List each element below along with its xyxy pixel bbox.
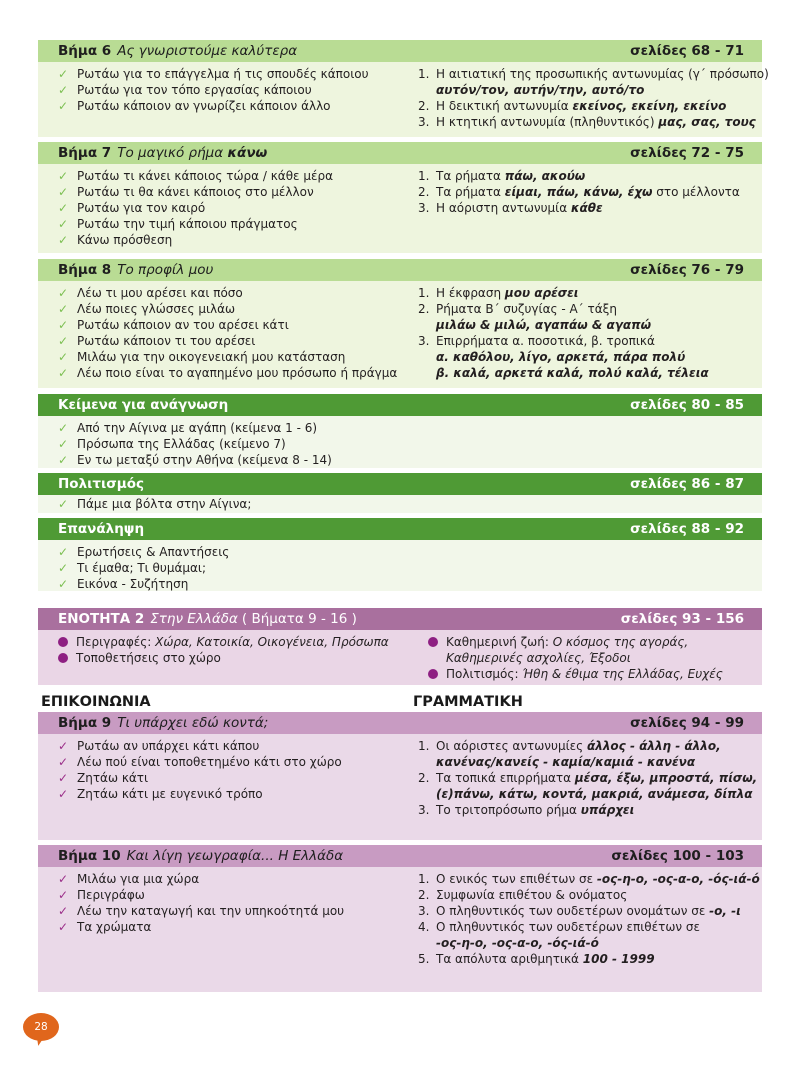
page-range: σελίδες 68 - 71 — [630, 43, 744, 59]
check-icon: ✓ — [58, 453, 69, 467]
list-item: 2. Η δεικτική αντωνυμία εκείνος, εκείνη, εκείνο — [418, 99, 727, 113]
list-item: ✓ Ζητάω κάτι — [58, 771, 149, 785]
check-icon: ✓ — [58, 99, 69, 113]
list-item: ✓ Ερωτήσεις & Απαντήσεις — [58, 545, 230, 559]
culture-section — [38, 473, 762, 513]
step-8-section — [38, 259, 762, 388]
table-of-contents — [38, 40, 769, 992]
check-icon: ✓ — [58, 437, 69, 451]
grammar-heading: ΓΡΑΜΜΑΤΙΚΗ — [413, 694, 523, 710]
step-10-section — [38, 845, 762, 992]
grammar-column — [418, 285, 762, 382]
page-number: 28 — [23, 1013, 59, 1041]
list-item: ✓ Λέω την καταγωγή και την υπηκοότητά μου — [58, 904, 345, 918]
list-item: ✓ Ρωτάω κάποιον αν του αρέσει κάτι — [58, 318, 289, 332]
page-range: σελίδες 93 - 156 — [620, 611, 744, 627]
unit-2-header — [38, 608, 762, 630]
step-subtitle: Ας γνωριστούμε καλύτερα — [117, 43, 298, 59]
list-item: 1. Τα ρήματα πάω, ακούω — [418, 169, 586, 183]
step-9-header — [38, 712, 762, 734]
review-header — [38, 518, 762, 540]
list-item: Καθημερινή ζωή: Ο κόσμος της αγοράς, Καθημερινές ασχολίες, Έξοδοι — [428, 634, 728, 666]
list-item: 2. Τα τοπικά επιρρήματα μέσα, έξω, μπροστά, πίσω, (ε)πάνω, κάτω, κοντά, μακριά, ανάμεσα, δίπλα — [418, 771, 758, 801]
step-subtitle: Το προφίλ μου — [117, 262, 214, 278]
section-title: Πολιτισμός — [58, 476, 144, 492]
check-icon: ✓ — [58, 545, 69, 559]
bullet-icon — [428, 637, 438, 647]
list-item: ✓ Από την Αίγινα με αγάπη (κείμενα 1 - 6) — [58, 421, 318, 435]
list-item: 2. Τα ρήματα είμαι, πάω, κάνω, έχω στο μέλλοντα — [418, 185, 740, 199]
list-item: 3. Η κτητική αντωνυμία (πληθυντικός) μας, σας, τους — [418, 115, 756, 129]
check-icon: ✓ — [58, 334, 69, 348]
check-icon: ✓ — [58, 366, 69, 380]
step-subtitle: Το μαγικό ρήμα — [117, 145, 228, 161]
list-item: 2. Ρήματα Β΄ συζυγίας - Α΄ τάξη μιλάω & μιλώ, αγαπάω & αγαπώ — [418, 302, 652, 332]
check-icon: ✓ — [58, 302, 69, 316]
check-icon: ✓ — [58, 497, 69, 511]
list-item: ✓ Ρωτάω κάποιον αν γνωρίζει κάποιον άλλο — [58, 99, 331, 113]
list-item: 3. Το τριτοπρόσωπο ρήμα υπάρχει — [418, 803, 635, 817]
communication-column — [38, 871, 418, 986]
step-8-header — [38, 259, 762, 281]
list-item: ✓ Ρωτάω τι κάνει κάποιος τώρα / κάθε μέρα — [58, 169, 333, 183]
unit-subtitle: Στην Ελλάδα — [150, 611, 238, 627]
list-item: ✓ Περιγράφω — [58, 888, 145, 902]
unit-steps-range: ( Βήματα 9 - 16 ) — [241, 611, 357, 627]
page-range: σελίδες 80 - 85 — [630, 397, 744, 413]
bullet-icon — [58, 653, 68, 663]
list-item: 3. Επιρρήματα α. ποσοτικά, β. τροπικά α. καθόλου, λίγο, αρκετά, πάρα πολύ β. καλά, αρκετά καλά, πολύ καλά, τέλεια — [418, 334, 709, 380]
unit-label: ΕΝΟΤΗΤΑ 2 — [58, 611, 145, 627]
step-label: Βήμα 6 — [58, 43, 112, 59]
reading-texts-header — [38, 394, 762, 416]
communication-heading: ΕΠΙΚΟΙΝΩΝΙΑ — [41, 694, 151, 710]
page-range: σελίδες 94 - 99 — [630, 715, 744, 731]
list-item: ✓ Λέω ποιες γλώσσες μιλάω — [58, 302, 236, 316]
communication-column — [38, 738, 418, 834]
step-6-header — [38, 40, 762, 62]
grammar-column — [418, 66, 769, 131]
page-range: σελίδες 88 - 92 — [630, 521, 744, 537]
list-item: ✓ Μιλάω για την οικογενειακή μου κατάσταση — [58, 350, 346, 364]
page-range: σελίδες 72 - 75 — [630, 145, 744, 161]
check-icon: ✓ — [58, 350, 69, 364]
list-item: ✓ Πάμε μια βόλτα στην Αίγινα; — [58, 497, 252, 511]
list-item: 5. Τα απόλυτα αριθμητικά 100 - 1999 — [418, 952, 655, 966]
list-item: 1. Η αιτιατική της προσωπικής αντωνυμίας (γ΄ πρόσωπο) αυτόν/τον, αυτήν/την, αυτό/το — [418, 67, 769, 97]
check-icon: ✓ — [58, 67, 69, 81]
step-label: Βήμα 8 — [58, 262, 112, 278]
list-item: Πολιτισμός: Ήθη & έθιμα της Ελλάδας, Ευχές — [428, 666, 762, 682]
bullet-icon — [58, 637, 68, 647]
check-icon: ✓ — [58, 83, 69, 97]
list-item: 3. Η αόριστη αντωνυμία κάθε — [418, 201, 603, 215]
column-labels — [38, 685, 762, 712]
list-item: ✓ Εν τω μεταξύ στην Αθήνα (κείμενα 8 - 14) — [58, 453, 332, 467]
section-title: Επανάληψη — [58, 521, 145, 537]
list-item: ✓ Λέω ποιο είναι το αγαπημένο μου πρόσωπο ή πράγμα — [58, 366, 398, 380]
list-item: 4. Ο πληθυντικός των ουδετέρων επιθέτων σε -ος-η-ο, -ος-α-ο, -ός-ιά-ό — [418, 920, 701, 950]
check-icon: ✓ — [58, 169, 69, 183]
list-item: 1. Ο ενικός των επιθέτων σε -ος-η-ο, -ος-α-ο, -ός-ιά-ό — [418, 872, 760, 886]
check-icon: ✓ — [58, 421, 69, 435]
section-title: Κείμενα για ανάγνωση — [58, 397, 229, 413]
check-icon: ✓ — [58, 920, 69, 934]
check-icon: ✓ — [58, 201, 69, 215]
check-icon: ✓ — [58, 185, 69, 199]
list-item: ✓ Ρωτάω την τιμή κάποιου πράγματος — [58, 217, 298, 231]
list-item: 2. Συμφωνία επιθέτου & ονόματος — [418, 888, 628, 902]
list-item: ✓ Λέω τι μου αρέσει και πόσο — [58, 286, 243, 300]
check-icon: ✓ — [58, 755, 69, 769]
list-item: ✓ Ρωτάω για το επάγγελμα ή τις σπουδές κάποιου — [58, 67, 369, 81]
list-item: ✓ Ρωτάω τι θα κάνει κάποιος στο μέλλον — [58, 185, 314, 199]
grammar-column — [418, 871, 762, 986]
step-label: Βήμα 9 — [58, 715, 112, 731]
communication-column — [38, 285, 418, 382]
step-10-header — [38, 845, 762, 867]
step-label: Βήμα 10 — [58, 848, 121, 864]
check-icon: ✓ — [58, 739, 69, 753]
list-item: ✓ Ρωτάω αν υπάρχει κάτι κάπου — [58, 739, 260, 753]
communication-column — [38, 168, 418, 247]
review-section — [38, 518, 762, 591]
list-item: 3. Ο πληθυντικός των ουδετέρων ονομάτων σε -ο, -ι — [418, 904, 741, 918]
page-range: σελίδες 86 - 87 — [630, 476, 744, 492]
list-item: 1. Οι αόριστες αντωνυμίες άλλος - άλλη - άλλο, κανένας/κανείς - καμία/καμιά - κανένα — [418, 739, 721, 769]
page-range: σελίδες 76 - 79 — [630, 262, 744, 278]
list-item: Τοποθετήσεις στο χώρο — [58, 650, 428, 666]
bullet-icon — [428, 669, 438, 679]
unit-2-section — [38, 608, 762, 685]
list-item: Περιγραφές: Χώρα, Κατοικία, Οικογένεια, Πρόσωπα — [58, 634, 428, 650]
check-icon: ✓ — [58, 577, 69, 591]
communication-column — [38, 66, 418, 131]
check-icon: ✓ — [58, 318, 69, 332]
list-item: ✓ Ρωτάω για τον τόπο εργασίας κάποιου — [58, 83, 312, 97]
list-item: ✓ Κάνω πρόσθεση — [58, 233, 173, 247]
step-6-section — [38, 40, 769, 137]
list-item: ✓ Μιλάω για μια χώρα — [58, 872, 200, 886]
grammar-column — [418, 738, 762, 834]
step-subtitle: Τι υπάρχει εδώ κοντά; — [117, 715, 269, 731]
check-icon: ✓ — [58, 217, 69, 231]
list-item: ✓ Ρωτάω κάποιον τι του αρέσει — [58, 334, 256, 348]
list-item: ✓ Τι έμαθα; Τι θυμάμαι; — [58, 561, 207, 575]
step-9-section — [38, 712, 762, 840]
page-range: σελίδες 100 - 103 — [611, 848, 744, 864]
grammar-column — [418, 168, 762, 247]
check-icon: ✓ — [58, 771, 69, 785]
check-icon: ✓ — [58, 561, 69, 575]
list-item: ✓ Λέω πού είναι τοποθετημένο κάτι στο χώρο — [58, 755, 342, 769]
culture-header — [38, 473, 762, 495]
reading-texts-section — [38, 394, 762, 468]
check-icon: ✓ — [58, 872, 69, 886]
step-subtitle: Και λίγη γεωγραφία... Η Ελλάδα — [126, 848, 344, 864]
step-7-section — [38, 142, 762, 253]
list-item: ✓ Ρωτάω για τον καιρό — [58, 201, 206, 215]
page-number-badge — [23, 1013, 59, 1043]
check-icon: ✓ — [58, 787, 69, 801]
check-icon: ✓ — [58, 233, 69, 247]
list-item: 1. Η έκφραση μου αρέσει — [418, 286, 579, 300]
check-icon: ✓ — [58, 888, 69, 902]
list-item: ✓ Τα χρώματα — [58, 920, 152, 934]
step-label: Βήμα 7 — [58, 145, 112, 161]
check-icon: ✓ — [58, 286, 69, 300]
list-item: ✓ Εικόνα - Συζήτηση — [58, 577, 189, 591]
list-item: ✓ Ζητάω κάτι με ευγενικό τρόπο — [58, 787, 263, 801]
list-item: ✓ Πρόσωπα της Ελλάδας (κείμενο 7) — [58, 437, 286, 451]
step-7-header: Βήμα 7 Το μαγικό ρήμα κάνω σελίδες 72 - 75 — [38, 142, 762, 164]
check-icon: ✓ — [58, 904, 69, 918]
